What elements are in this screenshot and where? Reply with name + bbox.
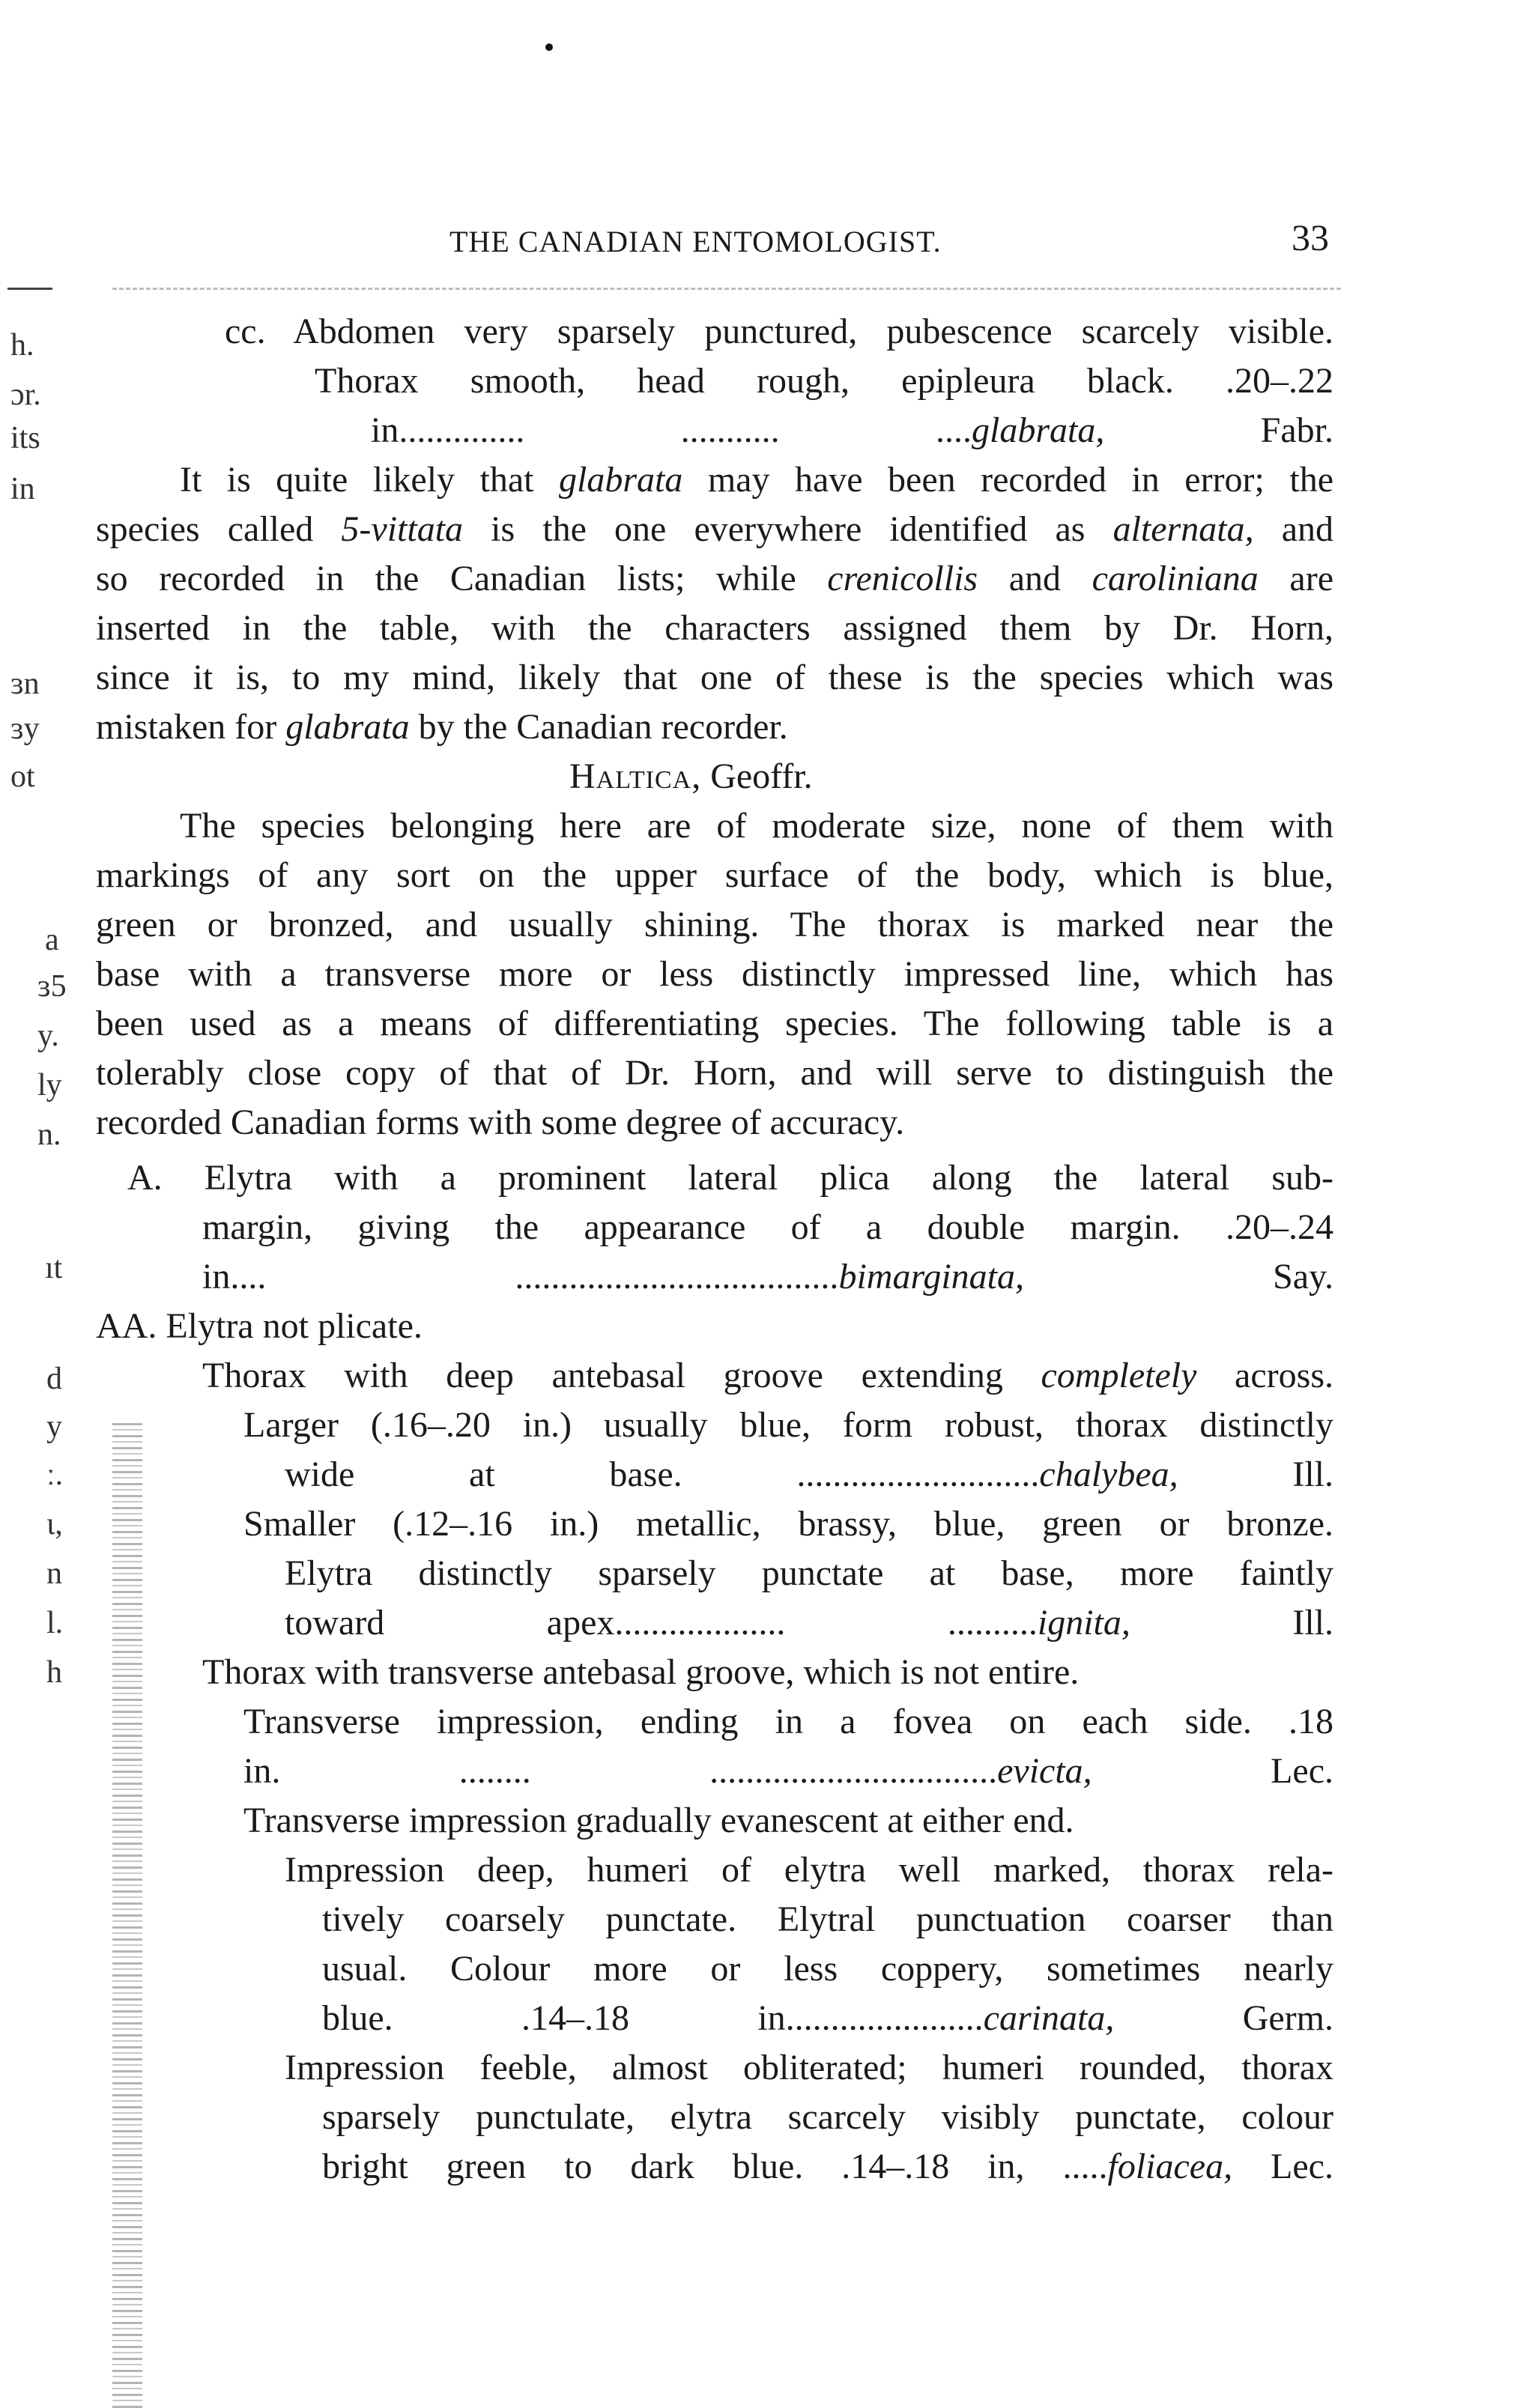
text-run: wide at base. ........................... [285, 1455, 1040, 1494]
header-rule [112, 288, 1341, 290]
genus-heading: Haltica, [569, 756, 702, 796]
text-run: recorded Canadian forms with some degree of accuracy. [96, 1103, 905, 1142]
italic-term: 5-vittata [341, 509, 464, 549]
text-line [322, 2142, 1333, 2192]
text-run: Ill. [1130, 1603, 1333, 1643]
margin-fragment: ɜn [10, 667, 40, 701]
binding-edge [112, 1423, 142, 2408]
text-line [96, 851, 1333, 900]
italic-term: carinata, [983, 1998, 1115, 2038]
page-number: 33 [1292, 216, 1329, 258]
text-run: Transverse impression gradually evanescent at either end. [243, 1801, 1074, 1840]
text-line [127, 1153, 1333, 1203]
text-run: so recorded in the Canadian lists; while [96, 559, 828, 598]
text-line [243, 1401, 1333, 1450]
text-run: margin, giving the appearance of a double margin. .20–.24 [202, 1207, 1333, 1247]
margin-fragment: h. [10, 328, 34, 363]
text-run: in. ........ ................................ [243, 1751, 998, 1791]
text-line [243, 1747, 1333, 1796]
running-header: THE CANADIAN ENTOMOLOGIST. [449, 225, 942, 258]
text-line [315, 357, 1333, 406]
text-run: Geoffr. [701, 756, 813, 796]
text-line [225, 307, 1333, 357]
text-line [243, 1796, 1074, 1846]
text-line [322, 2093, 1333, 2142]
text-line [202, 1648, 1079, 1697]
text-line [285, 1450, 1333, 1499]
margin-fragment: ly [37, 1068, 62, 1103]
text-line [322, 1895, 1333, 1944]
margin-fragment: ɩ, [46, 1507, 63, 1541]
text-run: Smaller (.12–.16 in.) metallic, brassy, blue, green or bronze. [243, 1504, 1333, 1544]
text-line [96, 505, 1333, 554]
text-run: and [1253, 509, 1333, 549]
text-run: cc. Abdomen very sparsely punctured, pubescence scarcely visible. [225, 312, 1333, 351]
text-line [96, 1302, 423, 1351]
text-line [322, 1944, 1333, 1994]
text-run: Impression feeble, almost obliterated; humeri rounded, thorax [285, 2048, 1333, 2087]
text-line [96, 950, 1333, 999]
text-run: and [978, 559, 1092, 598]
text-line [243, 1499, 1333, 1549]
italic-term: alternata, [1112, 509, 1254, 549]
margin-fragment: ıt [45, 1251, 63, 1285]
margin-fragment: ot [10, 759, 35, 794]
margin-fragment: n. [37, 1117, 61, 1152]
text-run: been used as a means of differentiating species. The following table is a [96, 1004, 1333, 1043]
italic-term: chalybea, [1039, 1455, 1178, 1494]
ink-spot [545, 43, 553, 51]
text-run: The species belonging here are of moderate size, none of them with [180, 806, 1333, 846]
margin-fragment: ɜ5 [37, 969, 67, 1004]
margin-fragment: its [10, 421, 40, 455]
text-line [569, 752, 813, 801]
text-run: Germ. [1114, 1998, 1333, 2038]
text-run: Thorax with transverse antebasal groove, which is not entire. [202, 1652, 1080, 1692]
text-line [180, 455, 1333, 505]
text-line [96, 1098, 904, 1147]
text-run: bright green to dark blue. .14–.18 in, ..... [322, 2147, 1108, 2186]
text-run: Thorax smooth, head rough, epipleura black. .20–.22 [315, 361, 1333, 401]
text-run: markings of any sort on the upper surface of the body, which is blue, [96, 855, 1333, 895]
italic-term: evicta, [997, 1751, 1092, 1791]
text-line [285, 1598, 1333, 1648]
text-run: is the one everywhere identified as [463, 509, 1113, 549]
text-line [202, 1252, 1333, 1302]
text-run: since it is, to my mind, likely that one of these is the species which was [96, 658, 1333, 697]
margin-fragment: in [10, 472, 35, 506]
italic-term: caroliniana [1092, 559, 1259, 598]
text-run: AA. Elytra not plicate. [96, 1306, 423, 1346]
margin-fragment: ɔr. [10, 377, 41, 412]
text-line [96, 999, 1333, 1049]
text-line [96, 604, 1333, 653]
margin-fragment: ː. [46, 1458, 64, 1492]
text-run: Lec. [1092, 1751, 1333, 1791]
italic-term: crenicollis [827, 559, 978, 598]
text-run: Fabr. [1104, 410, 1333, 450]
text-run: green or bronzed, and usually shining. The thorax is marked near the [96, 905, 1333, 944]
text-run: in.............. ........... .... [371, 410, 972, 450]
text-run: sparsely punctulate, elytra scarcely visibly punctate, colour [322, 2097, 1333, 2137]
text-line [285, 1846, 1333, 1895]
text-run: Impression deep, humeri of elytra well marked, thorax rela- [285, 1850, 1333, 1890]
text-line [96, 900, 1333, 950]
text-run: tolerably close copy of that of Dr. Horn, and will serve to distinguish the [96, 1053, 1333, 1093]
text-run: across. [1196, 1356, 1333, 1395]
italic-term: completely [1041, 1356, 1197, 1395]
margin-fragment: l. [46, 1606, 64, 1640]
margin-fragment: ɜy [10, 712, 40, 746]
margin-fragment: d [46, 1362, 62, 1396]
margin-fragment: a [45, 923, 59, 957]
text-run: Elytra distinctly sparsely punctate at base, more faintly [285, 1553, 1333, 1593]
italic-term: glabrata, [971, 410, 1105, 450]
italic-term: glabrata [558, 460, 683, 500]
margin-fragment: y [46, 1410, 62, 1444]
text-line [96, 703, 788, 752]
text-run: base with a transverse more or less distinctly impressed line, which has [96, 954, 1333, 994]
text-line [96, 1049, 1333, 1098]
italic-term: foliacea, [1107, 2147, 1233, 2186]
text-run: It is quite likely that [180, 460, 559, 500]
text-run: Larger (.16–.20 in.) usually blue, form robust, thorax distinctly [243, 1405, 1333, 1445]
text-line [202, 1203, 1333, 1252]
header-rule-left [7, 288, 52, 290]
text-run: in.... .................................... [202, 1257, 839, 1297]
text-line [180, 801, 1333, 851]
text-run: A. Elytra with a prominent lateral plica along the lateral sub- [127, 1158, 1333, 1198]
text-line [285, 1549, 1333, 1598]
text-line [322, 1994, 1333, 2043]
text-run: Say. [1024, 1257, 1333, 1297]
margin-fragment: y. [37, 1019, 59, 1053]
italic-term: ignita, [1037, 1603, 1130, 1643]
text-line [285, 2043, 1333, 2093]
text-run: species called [96, 509, 342, 549]
italic-term: glabrata [285, 707, 410, 747]
margin-fragment: h [46, 1655, 62, 1690]
text-run: by the Canadian recorder. [409, 707, 788, 747]
text-line [96, 554, 1333, 604]
text-run: are [1258, 559, 1333, 598]
text-line [243, 1697, 1333, 1747]
text-run: Lec. [1232, 2147, 1333, 2186]
text-run: mistaken for [96, 707, 286, 747]
text-run: may have been recorded in error; the [682, 460, 1333, 500]
text-run: blue. .14–.18 in...................... [322, 1998, 984, 2038]
text-run: toward apex................... .......... [285, 1603, 1038, 1643]
text-run: inserted in the table, with the characters assigned them by Dr. Horn, [96, 608, 1333, 648]
text-line [371, 406, 1333, 455]
text-run: usual. Colour more or less coppery, sometimes nearly [322, 1949, 1333, 1989]
text-run: tively coarsely punctate. Elytral punctuation coarser than [322, 1899, 1333, 1939]
text-line [202, 1351, 1333, 1401]
margin-fragment: n [46, 1556, 62, 1591]
text-run: Transverse impression, ending in a fovea on each side. .18 [243, 1702, 1333, 1741]
text-run: Ill. [1178, 1455, 1333, 1494]
text-line [96, 653, 1333, 703]
text-run: Thorax with deep antebasal groove extending [202, 1356, 1041, 1395]
italic-term: bimarginata, [838, 1257, 1025, 1297]
